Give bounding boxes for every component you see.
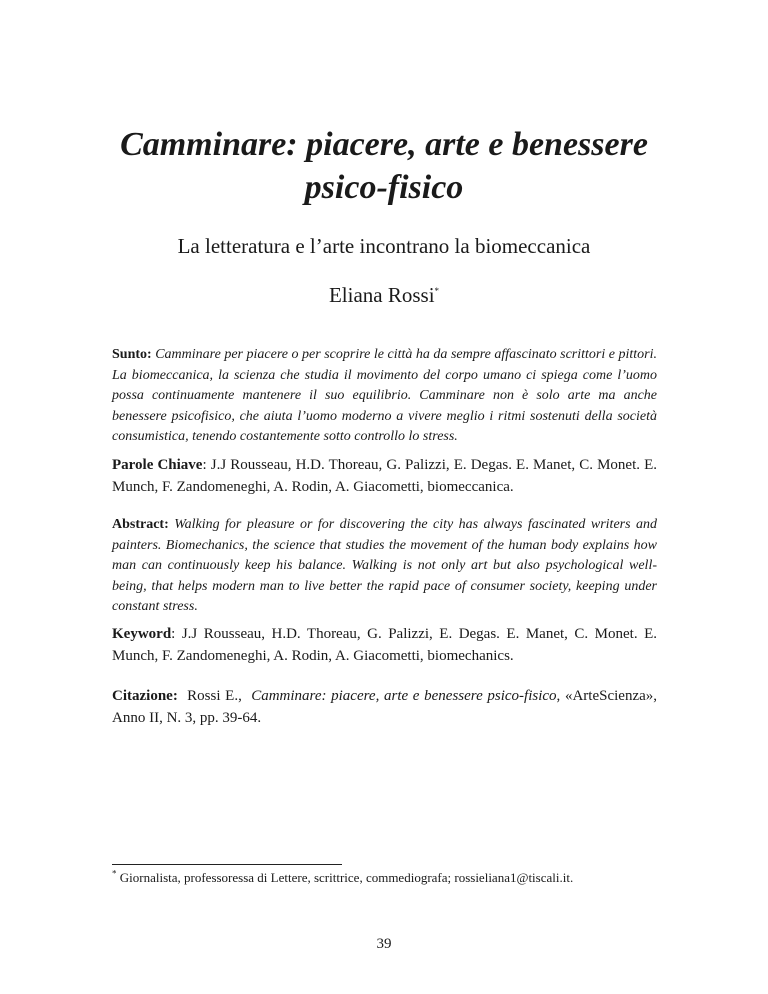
citation-rest: , «ArteScienza», Anno II, N. 3, pp. 39-64. [112,688,658,726]
sunto-text: Camminare per piacere o per scoprire le città ha da sempre affascinato scrittori e pittori. La biomeccanica, la scienza che studia il movimento del corpo umano ci spiega come l’uomo possa continuamente mantenere il suo equilibrio. Camminare non è solo arte ma anche benessere psicofisico, che aiuta l’uomo moderno a vivere meglio i ritmi sostenuti della società consumistica, tenendo costantemente sotto controllo lo stress. [112,347,658,444]
parole-chiave-section [112,454,657,498]
parole-chiave-label: Parole Chiave [112,457,203,473]
page-number: 39 [376,936,392,952]
sunto-section [112,345,657,448]
citation-title: Camminare: piacere, arte e benessere psico-fisico [251,688,557,704]
parole-chiave-text: : J.J Rousseau, H.D. Thoreau, G. Palizzi, E. Degas. E. Manet, C. Monet. E. Munch, F. Zandomeneghi, A. Rodin, A. Giacometti, biomeccanica. [112,457,657,495]
keyword-section [112,623,657,667]
abstract-label: Abstract: [112,517,169,532]
author-name: Eliana Rossi [328,283,435,307]
paper-title [60,123,708,209]
citation-section [112,685,657,729]
citation-author: Rossi E., [187,688,242,704]
abstract-section [112,515,657,618]
footnote-mark: * [112,868,117,879]
sunto-label: Sunto: [112,347,152,362]
footnote-text: Giornalista, professoressa di Lettere, scrittrice, commediografa; rossieliana1@tiscali.it. [119,870,574,885]
citation-label: Citazione: [112,688,178,704]
paper-title-line-2: psico-fisico [304,169,464,206]
footnote-divider [112,864,342,865]
author [60,282,708,308]
abstract-text: Walking for pleasure or for discovering the city has always fascinated writers and painters. Biomechanics, the science that studies the movement of the human body explains how man can continuously keep his balance. Walking is not only art but also psychological well-being, that helps modern man to live better the rapid pace of consumer society, keeping under constant stress. [112,517,658,614]
footnote [112,869,672,887]
keyword-label: Keyword [112,626,172,642]
paper-subtitle: La letteratura e l’arte incontrano la biomeccanica [177,234,591,258]
keyword-text: : J.J Rousseau, H.D. Thoreau, G. Palizzi, E. Degas. E. Manet, C. Monet. E. Munch, F. Zandomeneghi, A. Rodin, A. Giacometti, biomechanics. [112,626,657,664]
paper-title-line-1: Camminare: piacere, arte e benessere [120,126,648,163]
author-footnote-mark[interactable]: * [434,286,440,296]
